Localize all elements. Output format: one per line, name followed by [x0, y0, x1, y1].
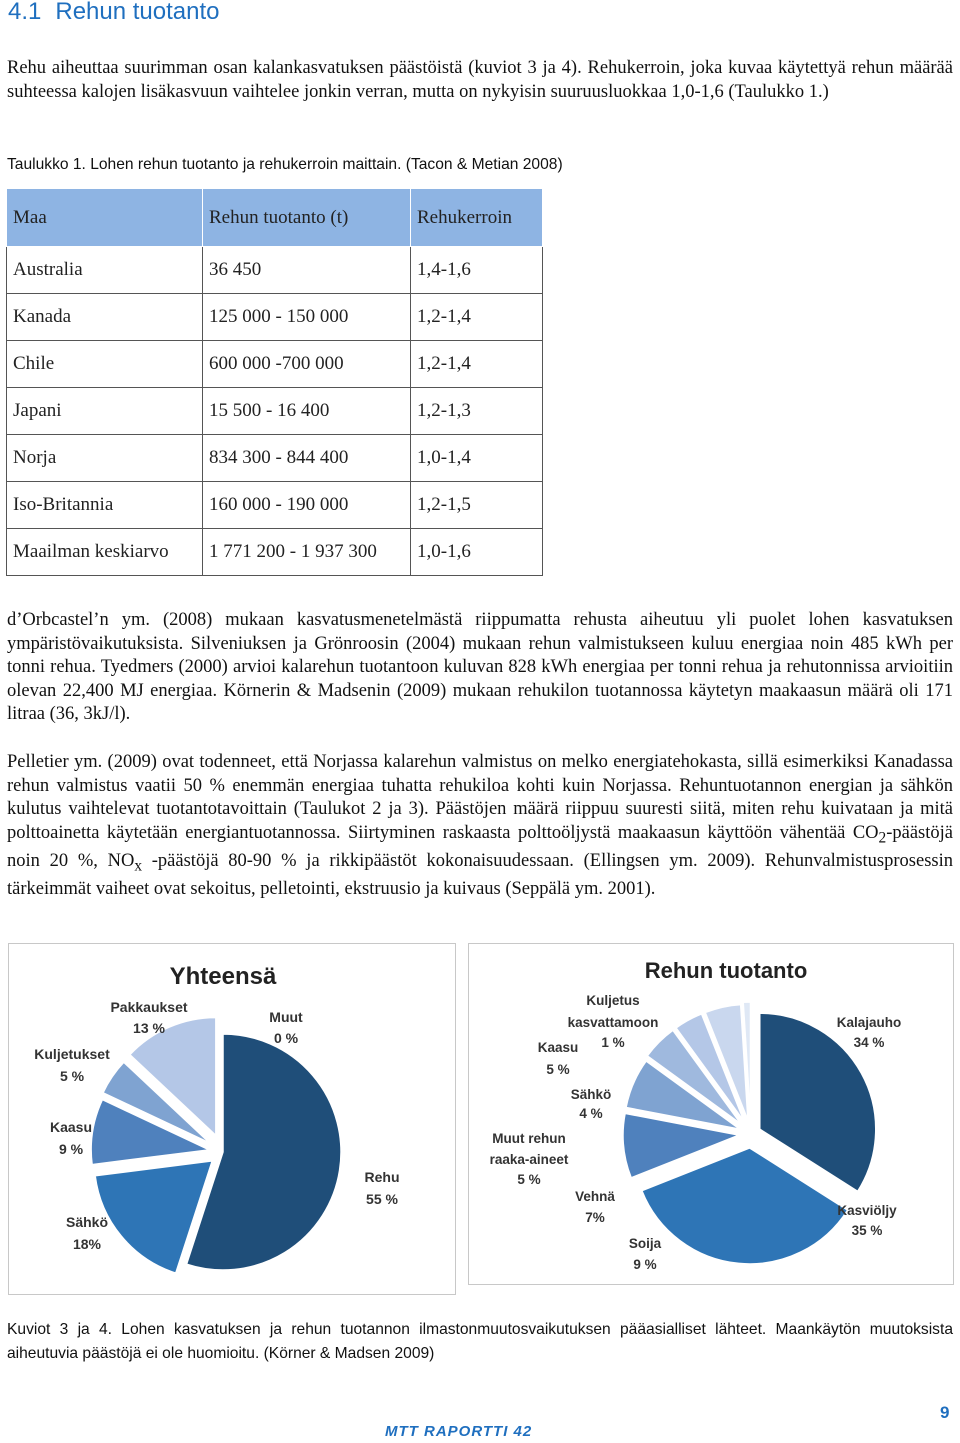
slice-value: 5 % [59, 1068, 85, 1084]
table-caption: Taulukko 1. Lohen rehun tuotanto ja rehukerroin maittain. (Tacon & Metian 2008) [7, 156, 563, 173]
chart-yhteensa [8, 943, 456, 1295]
slice-label: Rehu [364, 1169, 400, 1185]
paragraph-text: Pelletier ym. (2009) ovat todenneet, että Norjassa kalarehun valmistus on melko energiatehokasta, sillä esimerkiksi Kanadassa rehun valmistus vaatii 50 % enemmän energiaa tuhatta rehukiloa kohti kuin Norjassa. Rehuntuotannon energian ja sähkön kulutus vaihtelevat tuotantotavoittain (Taulukot 2 ja 3). Päästöjen määrä riippuu suuresti siitä, miten rehu kuivataan ja mitä polttoainetta käytetään energiantuotannossa. Siirtyminen raskaasta polttoöljystä maakaasun käyttöön vähentää [7, 752, 953, 843]
table-cell: Chile [7, 341, 203, 388]
table-cell: 15 500 - 16 400 [203, 388, 411, 435]
page-number: 9 [940, 1403, 950, 1422]
slice-label: Vehnä [575, 1189, 615, 1204]
slice-value: 4 % [579, 1106, 603, 1121]
slice-label: Soija [628, 1236, 662, 1251]
table-header-cell: Rehun tuotanto (t) [203, 189, 411, 247]
pie-chart-yhteensa [9, 944, 455, 1294]
slice-value: 9 % [633, 1257, 657, 1272]
paragraph-orbcastel: d’Orbcastel’n ym. (2008) mukaan kasvatusmenetelmästä riippumatta rehusta aiheutuu yli puolet lohen kasvatuksen ympäristövaikutuksista. Silveniuksen ja Grönroosin (2004) mukaan rehun valmistukseen kuluu energiaa noin 485 kWh per tonni rehua. Tyedmers (2000) arvioi kalarehun tuotantoon kuluvan 828 kWh energiaa per tonni rehua ja rehutonnissa arvioitiin olevan 22,400 MJ energiaa. Körnerin & Madsenin (2009) mukaan rehukilon tuotannossa käytetyn maakaasun määrä oli 171 litraa (36, 3kJ/l). [7, 610, 953, 725]
slice-value: 18% [72, 1236, 102, 1252]
paragraph-text: -päästöjä 80-90 % ja rikkipäästöt kokonaisuudessaan. (Ellingsen ym. 2009). Rehunvalmistusprosessin tärkeimmät vaiheet ovat sekoitus, pelletointi, ekstruusio ja kuivaus (Seppälä ym. 2001). [7, 851, 953, 900]
chart-rehun-tuotanto [468, 943, 954, 1285]
slice-value: 34 % [853, 1035, 885, 1050]
slice-value: 1 % [601, 1035, 625, 1050]
table-row [7, 482, 543, 529]
table-cell: 1,0-1,6 [411, 529, 543, 576]
figure-caption: Kuviot 3 ja 4. Lohen kasvatuksen ja rehun tuotannon ilmastonmuutosvaikutuksen pääasialliset lähteet. Maankäytön muutoksista aiheutuvia päästöjä ei ole huomioitu. (Körner & Madsen 2009) [7, 1321, 953, 1362]
slice-value: 0 % [273, 1030, 299, 1046]
slice-label: Muut [269, 1009, 303, 1025]
slice-label: Kaasu [537, 1040, 579, 1055]
table-header-cell: Maa [7, 189, 203, 247]
co2-subscript: 2 [878, 829, 887, 847]
slice-value: 13 % [133, 1020, 165, 1036]
table-row [7, 529, 543, 576]
slice-label: Kuljetus [586, 993, 640, 1008]
table-cell: Australia [7, 247, 203, 294]
intro-paragraph: Rehu aiheuttaa suurimman osan kalankasvatuksen päästöistä (kuviot 3 ja 4). Rehukerroin, joka kuvaa käytettyä rehun määrää suhteessa kalojen lisäkasvuun vaihtelee jonkin verran, mutta on nykyisin suuruusluokkaa 1,0-1,6 (Taulukko 1.) [7, 58, 953, 102]
table-cell: Japani [7, 388, 203, 435]
slice-label: kasvattamoon [567, 1015, 659, 1030]
table-cell: Maailman keskiarvo [7, 529, 203, 576]
paragraph-pelletier [7, 751, 953, 902]
feed-table [6, 188, 543, 576]
table-row [7, 247, 543, 294]
table-cell: 1,2-1,5 [411, 482, 543, 529]
slice-label: Sähkö [570, 1087, 612, 1102]
table-cell: 1,2-1,4 [411, 341, 543, 388]
section-title: Rehun tuotanto [55, 0, 220, 25]
table-cell: 834 300 - 844 400 [203, 435, 411, 482]
table-cell: 1 771 200 - 1 937 300 [203, 529, 411, 576]
slice-label: Kalajauho [836, 1015, 902, 1030]
table-cell: Iso-Britannia [7, 482, 203, 529]
nox-formula [107, 851, 143, 875]
table-header-row [7, 189, 543, 247]
slice-label: Kuljetukset [34, 1046, 110, 1062]
section-number: 4.1 [8, 0, 42, 25]
slice-value: 5 % [546, 1062, 570, 1077]
slice-label: Muut rehun [492, 1131, 566, 1146]
table-cell: 160 000 - 190 000 [203, 482, 411, 529]
table-row [7, 294, 543, 341]
slice-label: raaka-aineet [489, 1152, 569, 1167]
slice-label: Kasviöljy [837, 1203, 897, 1218]
section-heading [8, 0, 220, 26]
chart-title: Yhteensä [169, 963, 277, 990]
table-cell: 36 450 [203, 247, 411, 294]
pie-chart-rehun-tuotanto [469, 944, 953, 1284]
table-cell: Norja [7, 435, 203, 482]
table-row [7, 435, 543, 482]
co2-formula [852, 822, 887, 847]
table-cell: 1,2-1,4 [411, 294, 543, 341]
table-header-cell: Rehukerroin [411, 189, 543, 247]
slice-label: Pakkaukset [110, 999, 188, 1015]
table-cell: Kanada [7, 294, 203, 341]
table-cell: 1,0-1,4 [411, 435, 543, 482]
table-cell: 600 000 -700 000 [203, 341, 411, 388]
slice-value: 9 % [58, 1141, 84, 1157]
table-cell: 125 000 - 150 000 [203, 294, 411, 341]
co2-base: CO [852, 822, 879, 843]
chart-title: Rehun tuotanto [644, 958, 808, 983]
nox-subscript: x [134, 857, 143, 875]
table-row [7, 341, 543, 388]
nox-base: NO [107, 851, 135, 872]
slice-value: 5 % [517, 1172, 541, 1187]
slice-value: 55 % [366, 1191, 398, 1207]
paragraph-text: -päästöjä noin 20 %, [7, 822, 953, 872]
table-row [7, 388, 543, 435]
footer-logo: MTT RAPORTTI 42 [385, 1423, 533, 1440]
slice-value: 35 % [851, 1223, 883, 1238]
slice-label: Sähkö [65, 1214, 109, 1230]
slice-value: 7% [585, 1210, 605, 1225]
table-cell: 1,2-1,3 [411, 388, 543, 435]
table-cell: 1,4-1,6 [411, 247, 543, 294]
slice-label: Kaasu [49, 1119, 93, 1135]
